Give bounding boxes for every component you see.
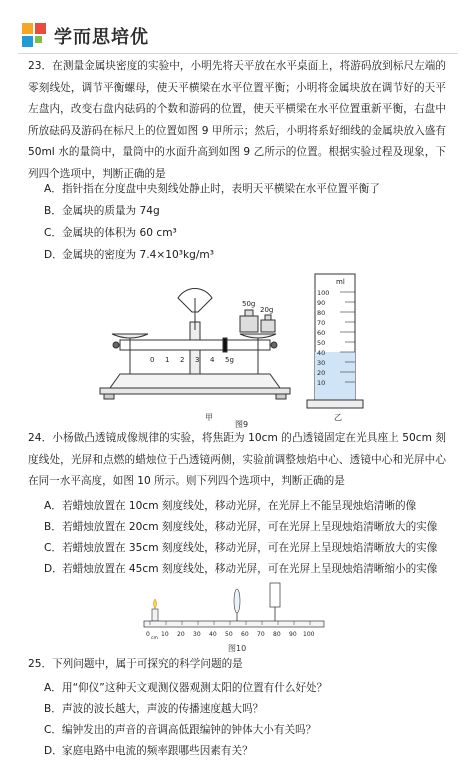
bench-label: 70 (257, 631, 265, 638)
graduated-cylinder (307, 274, 363, 408)
question-24-option-c (44, 540, 437, 556)
option-text: 若蜡烛放置在 20cm 刻度线处，移动光屏，可在光屏上呈现烛焰清晰放大的实像 (62, 521, 438, 533)
bench-label: 10 (161, 631, 169, 638)
option-text: 若蜡烛放置在 45cm 刻度线处，移动光屏，可在光屏上呈现烛焰清晰缩小的实像 (62, 563, 438, 575)
bench-label: 100 (303, 631, 315, 638)
cylinder-tick: 70 (317, 319, 326, 327)
question-25-option-c (44, 722, 316, 738)
header (22, 20, 149, 52)
weights (240, 300, 275, 332)
figure-10-caption: 图10 (228, 644, 247, 653)
bench-label: 20 (177, 631, 185, 638)
figure-9-right-label: 乙 (334, 413, 342, 422)
option-letter: D． (44, 563, 63, 575)
option-text: 声波的波长越大，声波的传播速度越大吗？ (62, 703, 264, 715)
lens (234, 589, 240, 621)
weight-50g-label: 50g (242, 300, 256, 308)
question-25-option-b (44, 701, 263, 717)
logo-text: 学而思培优 (54, 27, 149, 48)
bench-label: 90 (289, 631, 297, 638)
scale-label: 2 (180, 356, 185, 364)
option-text: 金属块的质量为 74g (62, 205, 160, 217)
option-text: 金属块的密度为 7.4×10³kg/m³ (62, 249, 214, 261)
candle (152, 599, 158, 621)
bench-label: cm (151, 636, 158, 641)
question-25-text: 25．下列问题中，属于可探究的科学问题的是 (28, 658, 243, 670)
cylinder-tick: 50 (317, 339, 326, 347)
figure-10 (140, 575, 330, 641)
header-divider (18, 53, 458, 54)
question-25-option-d (44, 743, 253, 759)
weight-20g-label: 20g (260, 306, 274, 314)
option-text: 用“仰仪”这种天文观测仪器观测太阳的位置有什么好处？ (62, 682, 328, 694)
option-letter: A． (44, 682, 62, 694)
question-25-option-a (44, 680, 327, 696)
bench-label: 50 (225, 631, 233, 638)
bench-label: 40 (209, 631, 217, 638)
scale-label: 0 (150, 356, 155, 364)
option-letter: D． (44, 249, 63, 261)
option-letter: B． (44, 521, 62, 533)
option-text: 若蜡烛放置在 10cm 刻度线处，移动光屏，在光屏上不能呈现烛焰清晰的像 (62, 500, 417, 512)
question-24-text: 24．小杨做凸透镜成像规律的实验，将焦距为 10cm 的凸透镜固定在光具座上 50cm 刻度线处，光屏和点燃的蜡烛位于凸透镜两侧，实验前调整烛焰中心、透镜中心和光屏中心在同一水平高度，如图 10 所示。则下列四个选项中，判断正确的是 (28, 432, 446, 487)
scale-label: 1 (165, 356, 170, 364)
question-24-option-a (44, 498, 416, 514)
figure-9-caption: 图9 (235, 420, 249, 429)
option-text: 金属块的体积为 60 cm³ (62, 227, 177, 239)
option-text: 编钟发出的声音的音调高低跟编钟的钟体大小有关吗？ (62, 724, 317, 736)
option-letter: B． (44, 205, 62, 217)
option-text: 若蜡烛放置在 35cm 刻度线处，移动光屏，可在光屏上呈现烛焰清晰放大的实像 (62, 542, 438, 554)
figure-9 (90, 270, 390, 430)
question-23-option-b (44, 203, 160, 219)
cylinder-tick: 100 (317, 289, 330, 297)
option-letter: A． (44, 500, 62, 512)
option-text: 家庭电路中电流的频率跟哪些因素有关？ (62, 745, 253, 757)
option-letter: D． (44, 745, 63, 757)
bench-label: 80 (273, 631, 281, 638)
bench-label: 30 (193, 631, 201, 638)
option-letter: A． (44, 183, 62, 195)
logo-icon (22, 23, 48, 49)
cylinder-tick: 90 (317, 299, 326, 307)
question-23-option-c (44, 225, 177, 241)
cylinder-tick: 30 (317, 359, 326, 367)
cylinder-tick: 60 (317, 329, 326, 337)
question-23-text: 23．在测量金属块密度的实验中，小明先将天平放在水平桌面上，将游码放到标尺左端的零刻线处，调节平衡螺母，使天平横梁在水平位置平衡；小明将金属块放在调节好的天平左盘内，改变右盘内砝码的个数和游码的位置，使天平横梁在水平位置重新平衡，右盘中所放砝码及游码在标尺上的位置如图 9 甲所示；然后，小明将系好细线的金属块放入盛有 50ml 水的量筒中，量筒中的水面升高到如图 9 乙所示的位置。根据实验过程及现象，下列四个选项中，判断正确的是 (28, 60, 446, 180)
cylinder-tick: 40 (317, 349, 326, 357)
scale-label: 4 (210, 356, 215, 364)
cylinder-tick: 10 (317, 379, 326, 387)
option-letter: C． (44, 724, 62, 736)
option-letter: C． (44, 227, 62, 239)
cylinder-tick: 20 (317, 369, 326, 377)
cylinder-tick: 80 (317, 309, 326, 317)
scale-label: 3 (195, 356, 200, 364)
cylinder-unit: ml (336, 278, 345, 286)
scale-label: 5g (225, 356, 234, 364)
figure-9-left-label: 甲 (205, 413, 213, 422)
light-screen (270, 583, 280, 621)
option-letter: C． (44, 542, 62, 554)
question-23-option-a (44, 181, 380, 197)
question-24-option-b (44, 519, 437, 535)
optical-bench (144, 621, 324, 627)
bench-label: 60 (241, 631, 249, 638)
question-23-option-d (44, 247, 214, 263)
bench-label: 0 (146, 631, 150, 638)
option-letter: B． (44, 703, 62, 715)
option-text: 指针指在分度盘中央刻线处静止时，表明天平横梁在水平位置平衡了 (62, 183, 380, 195)
